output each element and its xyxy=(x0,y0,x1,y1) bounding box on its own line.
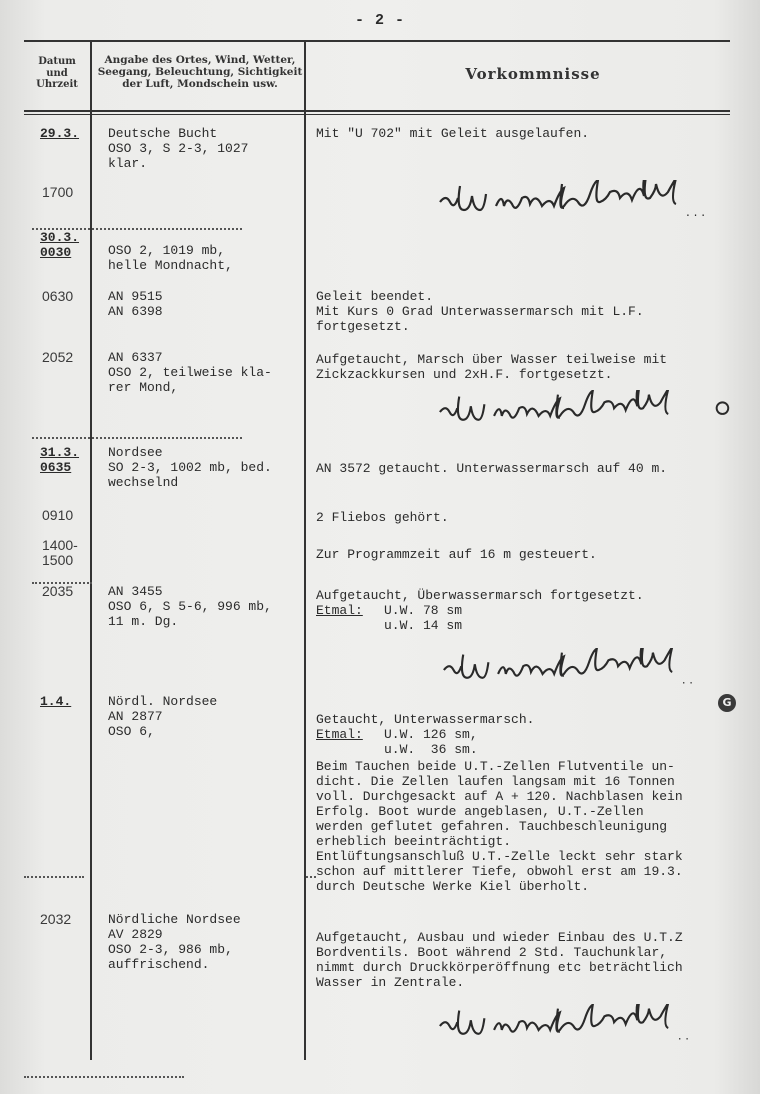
signature xyxy=(440,648,740,694)
entry-place: AN 3455 OSO 6, S 5-6, 996 mb, 11 m. Dg. xyxy=(108,584,272,629)
entry-event: Aufgetaucht, Überwassermarsch fortgesetzt. xyxy=(316,588,644,603)
svg-text:. . .: . . . xyxy=(686,205,706,219)
etmal-value: u.W. 36 sm. xyxy=(384,742,478,757)
entry-event: Getaucht, Unterwassermarsch. xyxy=(316,712,535,727)
entry-event-detail: Beim Tauchen beide U.T.-Zellen Flutventile un- dicht. Die Zellen laufen langsam mit 16 Tonnen voll. Durchgesackt auf A + 120. Nachblasen kein Erfolg. Boot wurde angeblasen, U.T.-Zellen werden geflutet gefahren. Tauchbeschleunigung erheblich beeinträchtigt. Entlüftungsanschluß U.T.-Zelle leckt sehr stark schon auf mittlerer Tiefe, obwohl erst am 19.3. durch Deutsche Werke Kiel überholt. xyxy=(316,759,683,894)
entry-event: 2 Fliebos gehört. xyxy=(316,510,449,525)
entry-event: Aufgetaucht, Ausbau und wieder Einbau des U.T.Z Bordventils. Boot während 2 Std. Tauchunklar, nimmt durch Druckkörperöffnung etc beträchtlich Wasser in Zentrale. xyxy=(316,930,683,990)
etmal-value: U.W. 126 sm, xyxy=(384,727,478,742)
entry-date: 1.4. xyxy=(40,694,72,709)
header-bottom-rule xyxy=(24,110,730,112)
etmal-label: Etmal: xyxy=(316,603,363,618)
dotted-separator xyxy=(306,876,316,878)
entry-place: Deutsche Bucht OSO 3, S 2-3, 1027 klar. xyxy=(108,126,249,171)
entry-time: 2052 xyxy=(42,349,74,365)
entry-place: AN 6337 OSO 2, teilweise kla- rer Mond, xyxy=(108,350,272,395)
entry-time: 2032 xyxy=(40,911,72,927)
signature xyxy=(436,1004,736,1050)
column-divider-1 xyxy=(90,42,92,1060)
header-place: Angabe des Ortes, Wind, Wetter, Seegang, Beleuchtung, Sichtigkeit der Luft, Mondschein usw. xyxy=(97,54,303,91)
header-date: Datum und Uhrzeit xyxy=(36,56,78,90)
entry-place: Nördl. Nordsee AN 2877 OSO 6, xyxy=(108,694,218,739)
header-bottom-rule-2 xyxy=(24,114,730,115)
signature xyxy=(436,390,736,436)
entry-place: AN 9515 AN 6398 xyxy=(108,289,163,319)
entry-date: 30.3. 0030 xyxy=(40,230,80,260)
entry-event: Aufgetaucht, Marsch über Wasser teilweise mit Zickzackkursen und 2xH.F. fortgesetzt. xyxy=(316,352,668,382)
dotted-separator xyxy=(24,876,84,878)
entry-place: Nördliche Nordsee AV 2829 OSO 2-3, 986 mb, auffrischend. xyxy=(108,912,241,972)
entry-event: AN 3572 getaucht. Unterwassermarsch auf 40 m. xyxy=(316,461,668,476)
entry-place: Nordsee SO 2-3, 1002 mb, bed. wechselnd xyxy=(108,445,272,490)
etmal-label: Etmal: xyxy=(316,727,363,742)
svg-text:. .: . . xyxy=(681,672,694,687)
entry-time: 0910 xyxy=(42,507,74,523)
table-top-rule xyxy=(24,40,730,42)
entry-time: 2035 xyxy=(42,583,74,599)
entry-event: Mit "U 702" mit Geleit ausgelaufen. xyxy=(316,126,590,141)
signature xyxy=(436,180,746,226)
page-number: - 2 - xyxy=(354,12,405,29)
entry-time: 1700 xyxy=(42,184,74,200)
entry-time: 0630 xyxy=(42,288,74,304)
dotted-separator xyxy=(32,437,242,439)
entry-event: Geleit beendet. Mit Kurs 0 Grad Unterwassermarsch mit L.F. fortgesetzt. xyxy=(316,289,644,334)
stamp-marker: G xyxy=(718,694,736,712)
entry-place: OSO 2, 1019 mb, helle Mondnacht, xyxy=(108,243,233,273)
entry-time: 1400- 1500 xyxy=(42,537,78,568)
header-events: Vorkommnisse xyxy=(465,65,601,83)
entry-date: 31.3. 0635 xyxy=(40,445,80,475)
entry-date: 29.3. xyxy=(40,126,80,141)
column-divider-2 xyxy=(304,42,306,1060)
dotted-separator xyxy=(24,1076,184,1078)
svg-text:. .: . . xyxy=(677,1028,690,1043)
etmal-value: U.W. 78 sm xyxy=(384,603,463,618)
etmal-value: u.W. 14 sm xyxy=(384,618,463,633)
entry-event: Zur Programmzeit auf 16 m gesteuert. xyxy=(316,547,597,562)
